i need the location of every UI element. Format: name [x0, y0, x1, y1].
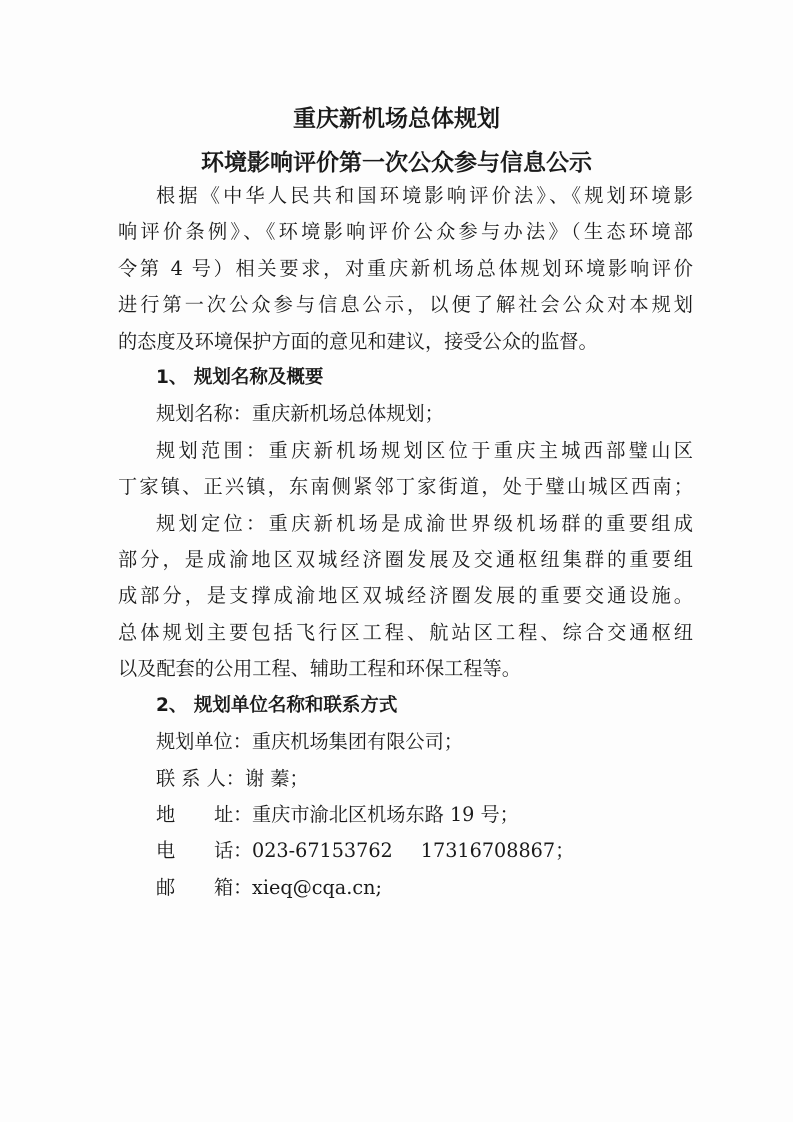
- intro-line: 响评价条例》、《环境影响评价公众参与办法》（生态环境部: [118, 220, 693, 244]
- plan-position-line: 成部分，是支撑成渝地区双城经济圈发展的重要交通设施。: [118, 584, 693, 608]
- intro-line: 令第 4 号）相关要求，对重庆新机场总体规划环境影响评价: [118, 256, 693, 280]
- title-line-2: 环境影响评价第一次公众参与信息公示: [201, 150, 592, 176]
- phone-label-char: 电: [156, 839, 176, 863]
- title-line-1: 重庆新机场总体规划: [293, 106, 500, 132]
- document-body: [118, 178, 693, 906]
- plan-position-line: 部分，是成渝地区双城经济圈发展及交通枢纽集群的重要组: [118, 548, 693, 572]
- intro-line: 根据《中华人民共和国环境影响评价法》、《规划环境影: [156, 184, 693, 207]
- address-label-char: 地: [156, 802, 176, 826]
- plan-scope-line: 丁家镇、正兴镇，东南侧紧邻丁家街道，处于璧山城区西南；: [118, 475, 693, 499]
- address-label: [156, 797, 252, 833]
- phone-label: [156, 833, 252, 869]
- email-value: xieq@cqa.cn;: [252, 875, 382, 899]
- contact-person-row: [118, 761, 693, 797]
- contact-label: 联 系 人：: [156, 766, 245, 790]
- contact-value: 谢 蓁；: [244, 766, 309, 790]
- phone-row: [118, 833, 693, 869]
- email-row: [118, 870, 693, 906]
- email-label: [156, 870, 252, 906]
- phone-label-char: 话：: [214, 839, 253, 863]
- intro-line: 的态度及环境保护方面的意见和建议，接受公众的监督。: [118, 329, 598, 353]
- plan-name: 规划名称：重庆新机场总体规划；: [156, 402, 444, 426]
- email-label-char: 邮: [156, 875, 176, 899]
- plan-unit: 规划单位：重庆机场集团有限公司；: [156, 730, 463, 754]
- intro-line: 进行第一次公众参与信息公示，以便了解社会公众对本规划: [118, 293, 693, 317]
- plan-scope-line: 规划范围：重庆新机场规划区位于重庆主城西部璧山区: [156, 438, 693, 462]
- plan-position-line: 以及配套的公用工程、辅助工程和环保工程等。: [118, 657, 521, 681]
- section-2-heading: 2、 规划单位名称和联系方式: [156, 694, 398, 716]
- phone-value-1: 023-67153762: [252, 839, 393, 863]
- email-label-char: 箱：: [214, 875, 253, 899]
- section-1-heading: 1、 规划名称及概要: [156, 367, 324, 389]
- plan-position-line: 总体规划主要包括飞行区工程、航站区工程、综合交通枢纽: [118, 620, 693, 644]
- address-row: [118, 797, 693, 833]
- plan-position-line: 规划定位：重庆新机场是成渝世界级机场群的重要组成: [156, 511, 693, 535]
- address-value: 重庆市渝北区机场东路 19 号；: [252, 802, 519, 826]
- phone-value-2: 17316708867；: [420, 839, 575, 863]
- address-label-char: 址：: [214, 802, 253, 826]
